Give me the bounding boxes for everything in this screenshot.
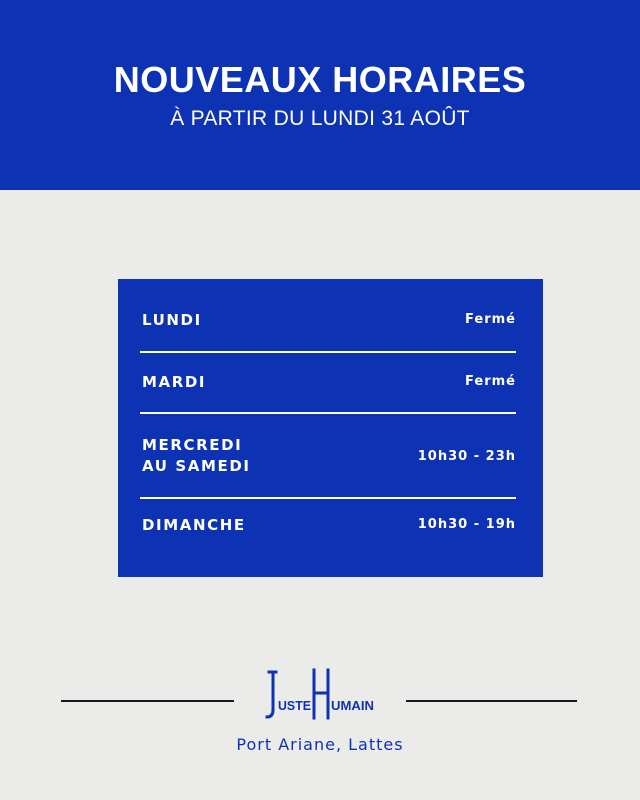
footer-divider-left (61, 700, 234, 702)
location-text: Port Ariane, Lattes (236, 735, 404, 754)
schedule-hours: Fermé (465, 312, 516, 327)
schedule-hours: 10h30 - 19h (417, 517, 516, 532)
header-banner (0, 0, 640, 190)
schedule-day: LUNDI (142, 311, 202, 329)
schedule-day-continued: AU SAMEDI (142, 457, 251, 475)
schedule-hours: Fermé (465, 374, 516, 389)
schedule-divider (140, 351, 516, 353)
schedule-hours: 10h30 - 23h (417, 449, 516, 464)
brand-logo (262, 666, 378, 722)
svg-text:UMAIN: UMAIN (331, 698, 374, 713)
schedule-day: MERCREDI (142, 436, 243, 454)
page-title: NOUVEAUX HORAIRES (113, 59, 527, 100)
schedule-day: DIMANCHE (142, 516, 246, 534)
schedule-divider (140, 497, 516, 499)
svg-text:USTE: USTE (278, 698, 312, 713)
footer-divider-right (406, 700, 577, 702)
schedule-card (118, 279, 543, 577)
page-subtitle: À PARTIR DU LUNDI 31 AOÛT (170, 107, 470, 130)
schedule-divider (140, 412, 516, 414)
schedule-day: MARDI (142, 373, 207, 391)
